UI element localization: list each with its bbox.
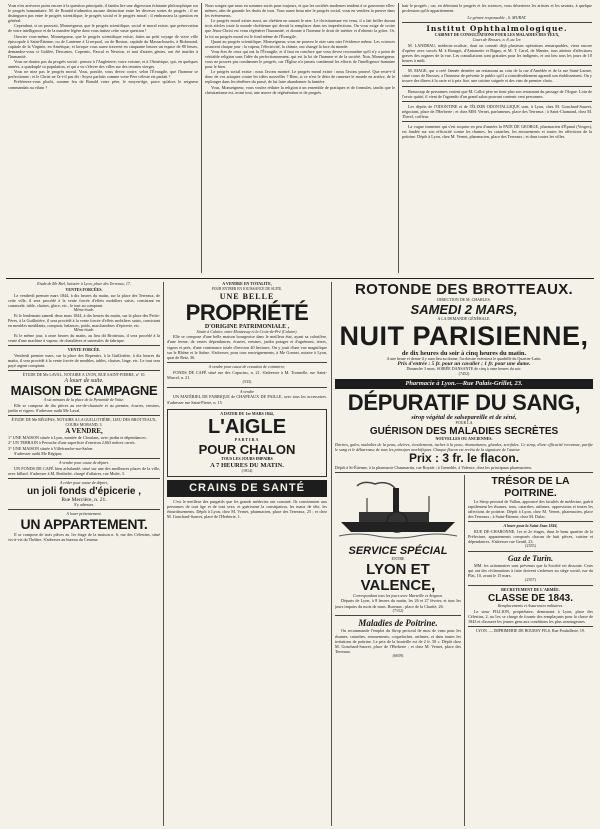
divider [468,521,593,522]
ad-address: Cours de Brosses, n. 8, au 1er. [472,37,522,43]
aigle-time: A 7 HEURES DU MATIN. [210,462,284,470]
divider [468,626,593,627]
editorial-paragraph: Cependant, si on prouvait, Monseigneur, que le progrès scientifique, social et moral existe, que préservation de votre intelligence et de la manière légère dont vous traitez cette vaste question ! [8,23,198,34]
subcolumn-right [468,475,593,634]
section-heading: VENTES FORCÉES. [65,286,103,292]
ad-stamp: (533) [242,378,252,384]
guerison-title: GUÉRISON DES MALADIES SECRÈTES [369,425,559,437]
legal-notices-column [8,282,160,826]
editorial-paragraph: Vous, Monseigneur, vous voulez réduire la religion à un ensemble de pratiques et de formules, tandis que le christianisme est, avant tout, une œuvre de régénération et de progrès. [205,84,395,95]
column-rule [398,3,399,273]
nuit-parisienne-title: NUIT PARISIENNE, [339,320,589,351]
rotonde-title: ROTONDE DES BROTTEAUX. [354,282,573,298]
divider [402,101,592,102]
ad-text: Dépôt à St-Étienne, à la pharmacie Chaumartin, rue Royale ; à Grenoble, à Valence, chez les principaux pharmaciens. [335,464,533,470]
section-heading: A louer présentement. [66,511,102,517]
ad-title-ophthalmo: Institut Ophthalmologique. [426,24,568,34]
ad-text: FONDS DE CAFÉ situé rue des Capucins, n. 21. S'adresser à M. Tronnelle, rue Saint-Marcel, n. 21. [167,369,327,380]
divider [335,472,593,473]
divider [402,22,592,23]
divider [402,65,592,66]
ad-heading: A vendre [239,388,255,394]
pharmacie-heading: Pharmacie à Lyon.—Rue Palais-Grillet, 23. [405,379,523,387]
notice-text: Elle se compose de dix pièces au rez-de-chaussée et au premier, écuries, remises, jardin et vignes. S'adresser audit Me Laval. [8,402,160,413]
ad-text: Elle se compose d'une belle maison bourgeoise dans le meilleur état, ayant sa calorifère, d'une ferme, de vastes dépendances, écuries, remises, jardin potager et d'agrément, terres, vignes et prés, d'une contenance totale d'environ 40 hectares. On y jouit d'une vue magnifique sur le Rhône et la Saône. S'adresser, pour tous renseignements, à Me Gonnet, notaire à Lyon, quai de Retz, 36. [167,334,327,360]
column-rule [331,282,332,826]
editorial-paragraph: hair le progrès ; car, en détestant le progrès et les sciences, vous déserterez les artistes et les savants, à quelque profession qu'ils appartiennent. [402,3,592,14]
maison-title: MAISON DE CAMPAGNE [10,382,158,398]
ad-stamp: (1814) [241,468,253,474]
divider [8,370,160,371]
ad-text: Le sieur FILLION, propriétaire, demeurant à Lyon, place des Célestins, 2, au 1er, se charge de fournir des remplaçants pour la classe de 1843 et d'assurer les jeunes gens aux conditions les plus avantageuses. [468,608,593,624]
rotonde-direction: DIRECTION DE M. CHARLES. [437,297,491,302]
crains-banner [167,480,327,497]
epicerie-title: un joli fonds d'épicerie , [26,485,142,497]
sale-item: 1° UNE MAISON située à Lyon, montée de Choulans, avec jardin et dépendances. [8,435,147,441]
ad-text: Le Sirop pectoral de Vallon, approuvé des facultés de médecine, guérit rapidement les rhumes, toux, catarrhes, asthmes, oppressions et toutes les affections de poitrine. Dépôt à Lyon, chez M. Vernet, pharmacien, place des Terreaux ; à Saint-Étienne, chez M. Dulac. [468,498,593,520]
editorial-paragraph: Quant au progrès scientifique, Monseigneur, vous ne pouvez le nier sans nier l'évidence même. Les sciences avancent chaque jour ; la vapeur, l'électricité, la chimie, ont changé la face du monde. [205,38,395,49]
ad-text: On recommande l'emploi du Sirop pectoral de mou de veau pour les rhumes, catarrhes, enrouements, coqueluches, asthmes, et dans toutes les irritations de poitrine. Le prix de la bouteille est de 2 fr. 50 c. Dépôt chez M. Gonchard-Sauvet, place de l'Herberie ; et chez M. Vernet, place des Terreaux. [335,628,461,654]
propriete-title: PROPRIÉTÉ [185,299,309,325]
maison-subtitle: A six minutes de la place de la Pyramide de Vaise. [43,396,125,402]
notice-text: Et le même jour, à onze heures du matin, au lieu dit Brotteaux, il sera procédé à la vente d'une machine à vapeur, de chaudières et ustensiles de fabrique. [8,332,160,343]
price: Prix : 3 fr. le flacon. [408,450,520,465]
aigle-title: L'AIGLE [207,416,287,439]
section-divider [6,278,594,279]
ad-text: M. MAGE, qui a créé l'année dernière un restaurant au coin de la rue d'Amédée et de la rue Saint-Lazare, situé cours de Brosses, a l'honneur de prévenir le public qu'il a considérablement agrandi son établissement. On y trouve des dîners à la carte et à prix fixe, une cuisine soignée et des vins de premier choix. [402,68,592,84]
editorial-paragraph: Préférerez-vous plutôt, comme feu de Bonald votre père, le moyen-âge, parce qu'alors le seigneur commandait au vilain ? [8,79,198,90]
ad-text: UN MATÉRIEL DE FABRIQUE de CHAPEAUX DE PAILLE, avec tous les accessoires. S'adresser rue Saint-Pierre, n. 15. [167,394,327,405]
divider [8,478,160,479]
ad-heading: POUR ENTRER EN JOUISSANCE DE SUITE, [211,286,283,291]
maladies-title: Maladies de Poitrine. [358,618,438,629]
divider [8,458,160,459]
editorial-paragraph: Ouvrier vous-même, Monseigneur, que le progrès scientifique existe, faites un petit voyage de votre ville épiscopale à Saint-Étienne, ou de Lanterne à Liverpool, ou de Boston, capitale du Massachusetts, à Richmond, capitale de la Virginie, en Amérique, et lorsque vous aurez traversé en cinquante heures un espace de 80 lieues, demandez-vous si Galilée, Descartes, Copernic, Pascal et Newton, et tant d'autres génies, ont été inutiles à l'humanité. [8,33,198,59]
nuit-text: Dimanche 3 mars, SOIRÉE DANSANTE de cinq à onze heures du soir. [406,366,522,372]
ad-text: RUE DE-CHARONNE, 1er et 2e étages, dans le beau quartier de la Préfecture, appartements composés chacun de huit pièces, cuisine et dépendances. S'adresser rue Gentil, 23. [468,529,593,545]
column-rule [201,3,202,273]
section-subheading: Même étude. [73,306,95,312]
service-correspondance: Correspondant tous les jours avec Marseille et Avignon. [353,592,443,598]
editorial-paragraph: Le progrès social existe : nous l'avons montré. Le progrès moral existe : nous l'avons prouvé. Que reste-t-il donc de vos attaques contre les idées nouvelles ? Rien, si ce n'est le désir de ramener le monde en arrière, de le replonger dans les ténèbres du passé, de lui faire abandonner la lumière. [205,69,395,85]
aigle-boat-ad [167,409,327,477]
aigle-days: TOUS LES JOURS IMPAIRS [221,456,273,462]
tresor-title: TRÉSOR DE LA POITRINE. [491,474,570,499]
editorial-paragraph: Le progrès moral existe aussi, un chrétien ne saurait le nier. Le christianisme est venu, il a fait briller durant trois siècles toute la morale chrétienne qui devait la remplacer dans ses imperfections. On vous exige de croire que Jésus-Christ est venu régénérer l'humanité, et donner à l'homme le droit de mériter et d'obtenir la grâce. Or, la foi au progrès moral est le fond même de l'Évangile. [205,18,395,39]
depuratif-subtitle: sirop végétal de salsepareille et de séné, [411,413,517,421]
divider [402,86,592,87]
divider [167,387,327,388]
aigle-date: A DATER DU 1er MARS 1844, [220,410,274,416]
nuit-text: A une heure et demie il y aura lieu au drame, l'orchestre exécutera le quadrille du Quartier-Latin. [386,355,542,361]
editorial-paragraph: Vous êtes de ceux qui ont lu l'Évangile, et il faut en conclure que vous devez reconnaître qu'il n'y a point de véritable religion sans l'idée du perfectionnement, qui est la loi de l'homme et de la société. Non, Monseigneur, vous ne pouvez pas condamner le progrès, car l'Église n'a jamais condamné les efforts de l'intelligence humaine pour le bien. [205,48,395,70]
section-heading: A VENDRE, [65,427,103,436]
imprimerie-footer: LYON. — IMPRIMERIE DE BOURSY FILS, Rue Poulaillerie, 19. [476,628,585,634]
ad-subheading: D'ORIGINE PATRIMONIALE , [204,323,290,330]
ad-text: M. LANDRAU, médecin-oculiste, dont on connaît déjà plusieurs opérations remarquables, vient encore d'opérer avec succès M. à Bourget, d'Antoinette et Bagny, et M. T. Carol, de Mantes, tous atteints d'affections graves des organes de la vue. Les consultations sont gratuites pour les indigents, et ont lieu tous les jours de 10 heures à midi. [402,42,592,64]
etude-header: ÉTUDE DE Me RÉGIPAS, NOTAIRE A LA GUILLOTIÈRE, LIEU DES BROTTEAUX, COURS MORAND, 3. [11,416,157,427]
ad-heading: A VENDRE EN TOTALITÉ, [222,282,272,286]
ad-stamp: (7452) [458,371,470,377]
ad-location: Située à Caluire, entre Montessuy et la Croix-de-Pré (Caluire). [196,328,298,334]
section-heading: A louer de suite. [64,377,104,384]
guerison-subtitle: NOUVELLES OU ANCIENNES. [435,435,493,441]
ad-stamp: (7152) [392,607,404,613]
rotonde-date: SAMEDI 2 MARS, [410,301,518,317]
editorial-paragraph: Vous n'en arriverez point encore à la question principale, il fandra lire une digression éclatante philosophique sur le progrès humanitaire. M. de Bonald n'admettra aucune distinction entre les diverses sortes de progrès ; il ne distinguera pas entre le progrès scientifique, le progrès social et le progrès moral ; il embrassera la question en général. [8,3,198,24]
divider [8,509,160,510]
property-column [167,282,327,826]
ad-text: Beaucoup de personnes croient que M. Callot père ne tient plus son restaurant du passage de l'Argue. Loin de l'avoir quitté, il vient de l'agrandir d'un grand salon pouvant contenir cent personnes. [402,88,592,99]
section-heading: A vendre pour cause de départ. [59,459,109,465]
divider [468,551,593,552]
top-right-column [402,3,592,275]
ad-text: C'est le meilleur des purgatifs que les grands médecins ont constaté. Ils conviennent aux personnes de tout âge et de tout sexe, et guérissent la constipation, les maux de tête, les étourdissements. Dépôt à Lyon, chez M. Vernet, pharmacien, place des Terreaux, 25 ; et chez M. Gonchard-Sauvet, place de l'Herberie, 1. [167,498,327,520]
divider [8,345,160,346]
etude-header: ÉTUDE DE Me LAVAL, NOTAIRE A LYON, RUE SAINT-PIERRE, n° 10. [22,372,146,378]
rotonde-request: A LA DEMANDE GÉNÉRALE. [437,315,491,321]
ad-stamp: (2355) [525,543,536,549]
nuit-price: Prix d'entrée : 5 fr. pour un cavalier ; 1 fr. pour une dame. [397,361,531,368]
recrutement-subtitle: Remplacements et Assurances militaires. [497,602,564,608]
steamboat-icon [337,478,459,542]
classe-title: CLASSE DE 1843. [487,592,574,604]
ad-heading: A vendre pour cause de cessation de commerce, [208,363,286,369]
ad-heading: UNE BELLE [219,291,275,301]
depuratif-title: DÉPURATIF DU SANG, [347,389,581,415]
epicerie-contact: S'y adresser. [74,501,94,507]
ad-stamp: (2357) [525,577,536,583]
section-heading: A céder pour cause de départ, [59,479,109,485]
ad-subtitle: CABINET DE CONSULTATIONS POUR LES MALADIES DES YEUX, [434,32,560,38]
ad-text: La vogue immense qui s'est acquise en peu d'années la PATE DE GEORGE, pharmacien d'Épinal (Vosges), est fondée sur son efficacité contre les rhumes, les catarrhes, les enrouements et toutes les affections de la poitrine. Dépôt à Lyon, chez M. Vernet, pharmacien, place des Terreaux ; et dans toutes les villes. [402,124,592,140]
steamboat-illustration [335,475,461,545]
ad-heading: A louer pour la Saint-Jean 1844, [503,523,558,529]
aigle-destination: POUR CHALON [198,442,296,458]
ad-text: Départs de Lyon, à 8 heures du matin, les 26 et 27 février, et tous les jours impairs du mois de mars. Bureaux : place de la Charité, 26. [335,598,461,609]
editorial-column-left [8,3,198,275]
crains-title: CRAINS DE SANTÉ [189,481,305,494]
editorial-paragraph: Vous ne niez pas le progrès moral. Vous, pontife, vous devez croire, selon l'Évangile, que l'homme se perfectionne ; et le Christ ne l'a-t-il pas dit : Soyez parfaits comme votre Père céleste est parfait ? [8,69,198,80]
notice-text: Vendredi premier mars, sur la place des Repentirs, à la Guillotière, à dix heures du matin, il sera procédé à la vente forcée de meubles, tables, chaises, linge, etc. Le tout sera payé argent comptant. [8,352,160,368]
depuratif-pour: POUR LA [455,419,473,425]
sale-item: S'adresser audit Me Régipas. [14,450,63,456]
editorial-column-middle [205,3,395,275]
editorial-paragraph: Nous songez que nous en sommes sortis pour toujours, et que les sociétés modernes tendent à se gouverner elles-mêmes, afin de garantir les droits de tous. Vous aurez beau nier le progrès social, vous en vendrez la preuve dans les événements. [205,3,395,19]
service-title: SERVICE SPÉCIAL [348,544,448,557]
pharmacie-banner [335,379,593,389]
notice-text: Et le lendemain samedi deux mars 1844, à dix heures du matin, sur la place des Petits-Pères, à la Guillotière, il sera procédé à la vente forcée d'effets mobiliers saisis, consistant en meubles meublants, comptoir, balances, poids, marchandises d'épicerie, etc. [8,312,160,328]
column-rule [464,475,465,826]
etude-header: Étude de Me Brel, huissier à Lyon, place des Terreaux, 17. [37,282,131,286]
section-subheading: Même étude. [73,326,95,332]
sale-item: 2° UN TERRAIN à Perrache d'une superficie d'environ 2,663 mètres carrés. [8,440,136,446]
appartement-title: UN APPARTEMENT. [20,516,148,533]
epicerie-address: Rue Mercière, n. 21. [61,496,107,503]
nuit-hours: de dix heures du soir à cinq heures du matin. [401,349,527,357]
notice-text: Le vendredi premier mars 1844, à dix heures du matin, sur la place des Terreaux, de cette ville, il sera procédé à la vente forcée d'effets mobiliers saisis, consistant en commode, table, chaises, glace, etc., le tout au comptant. [8,292,160,308]
aigle-partira: PARTIRA [234,437,260,443]
recrutement-heading: RECRUTEMENT DE L'ARMÉE. [501,587,560,593]
gerant-signature: Le gérant responsable , S. MURAT. [467,15,527,21]
divider [335,615,461,616]
divider [8,415,160,416]
divider [468,585,593,586]
advertisements-right [335,282,593,826]
sale-item: 3° UNE MAISON située à Villefranche-sur-Saône. [8,445,94,451]
section-heading: VENTE FORCÉE. [67,346,101,352]
ad-text: Les dépôts de l'ODONTINE et de l'ÉLIXIR ODONTALGIQUE sont, à Lyon, chez M. Gonchard-Sauvet, négociant, place de l'Herberie ; et chez MM. Vernet, parfumeurs, place des Terreaux ; à Saint-Chamond, chez M. Thivel, coiffeur. [402,103,592,119]
service-entre: ENTRE [391,555,405,561]
ad-text: MM. les actionnaires sont prévenus que la Société est dissoute. Ceux qui ont des réclamations à faire doivent s'adresser au siège social, rue du Plat, 10, avant le 15 mars. [468,563,593,579]
notice-text: UN FONDS DE CAFÉ bien achalandé, situé sur une des meilleures places de la ville, avec billard. S'adresser à M. Berthelet, chargé d'affaires, rue Mulet, 3. [8,465,160,476]
divider [402,121,592,122]
subcolumn-left [335,475,461,659]
divider [167,362,327,363]
notice-text: Il se compose de trois pièces au 1er étage de la maison n. 6, rue des Célestins, situé vis-à-vis du Théâtre. S'adresser au bureau du Censeur. [8,532,160,543]
ad-text: Dartres, gales, maladies de la peau, ulcères, écoulements, taches à la peau, rhumatismes, glandes, scrofules. Ce sirop, d'une efficacité reconnue, purifie le sang et le débarrasse de tous les principes morbifiques. Chaque flacon est revêtu de la signature de l'auteur. [335,441,593,452]
ad-stamp: (6659) [392,652,404,658]
service-route: LYON ET VALENCE, [360,560,436,594]
column-rule [163,282,164,826]
editorial-paragraph: Vous ne doutez pas du progrès social : pensez à l'Angleterre, votre voisine, et à l'Amérique, qui, en quelques années, a quadruplé sa population, et qui a vu s'élever des villes sur des terrains vierges. [8,59,198,70]
gaz-title: Gaz de Turin. [507,554,554,564]
